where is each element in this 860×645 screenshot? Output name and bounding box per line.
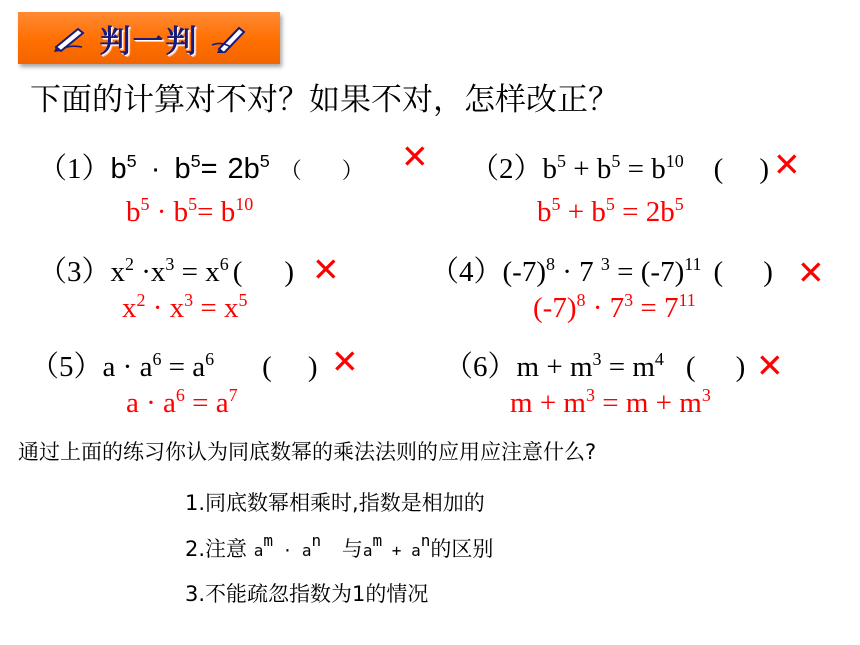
result: a <box>192 351 206 383</box>
term: a <box>301 541 312 560</box>
answer-paren: ( <box>713 256 724 288</box>
operator: · <box>554 256 580 288</box>
result: x <box>205 256 220 288</box>
operator: + <box>539 351 570 383</box>
term: m <box>510 387 533 419</box>
exponent: 2 <box>136 289 146 310</box>
equals: = <box>633 292 664 324</box>
operator: · <box>149 196 174 228</box>
term: x <box>110 256 126 288</box>
rule-3: 3.不能疏忽指数为1的情况 <box>185 582 429 606</box>
result: b <box>651 153 666 185</box>
problem-2 <box>470 146 769 187</box>
problem-4 <box>430 249 773 290</box>
equals: = <box>161 351 193 383</box>
term: b <box>110 153 127 185</box>
operator: · <box>145 292 170 324</box>
operator: · <box>273 541 302 560</box>
wrong-mark: ✕ <box>312 250 340 289</box>
exponent: 7 <box>228 384 238 405</box>
problem-number: （5） <box>30 351 103 383</box>
answer-paren: ) <box>759 153 770 185</box>
exponent: 5 <box>551 193 561 214</box>
term: b <box>591 196 606 228</box>
exponent: 5 <box>674 193 684 214</box>
term: (-7) <box>502 256 546 288</box>
exponent: 5 <box>611 150 621 171</box>
exponent: 5 <box>188 193 198 214</box>
term: a <box>362 541 373 560</box>
equals: = <box>197 196 221 228</box>
answer-5 <box>126 384 238 420</box>
pencil-icon <box>52 23 90 53</box>
exponent: 5 <box>557 150 566 171</box>
exponent: m <box>372 531 383 551</box>
result: m <box>632 351 655 383</box>
term: 7 <box>579 256 601 288</box>
operator: · <box>585 292 610 324</box>
answer-paren: ) <box>307 351 318 383</box>
equals: = <box>193 292 224 324</box>
rule-1: 1.同底数幂相乘时,指数是相加的 <box>185 491 485 515</box>
answer-paren: ( <box>713 153 724 185</box>
exponent: 5 <box>190 150 201 171</box>
answer-paren: （ <box>279 158 302 183</box>
rule-text: 2.注意 <box>185 537 254 561</box>
term: (-7) <box>533 292 577 324</box>
operator: + <box>560 196 592 228</box>
exponent: 6 <box>175 384 185 405</box>
rule-text: 的区别 <box>430 537 494 561</box>
term: m <box>516 351 540 383</box>
exponent: 3 <box>184 289 194 310</box>
exponent: 11 <box>678 289 696 310</box>
equals: = <box>620 153 652 185</box>
exponent: n <box>311 531 322 551</box>
equals: = <box>184 387 216 419</box>
wrong-mark: ✕ <box>756 346 784 385</box>
exponent: 10 <box>665 150 684 171</box>
exponent: 5 <box>126 150 137 171</box>
question-text: 下面的计算对不对？如果不对，怎样改正？ <box>30 82 619 118</box>
term: a <box>253 541 264 560</box>
summary-question: 通过上面的练习你认为同底数幂的乘法法则的应用应注意什么? <box>18 440 597 464</box>
pencil-icon <box>209 23 247 53</box>
exponent: 8 <box>576 289 586 310</box>
result: 2b <box>645 196 675 228</box>
operator: · <box>142 153 169 185</box>
term: x <box>150 256 166 288</box>
exponent: n <box>420 531 431 551</box>
exponent: 8 <box>546 253 555 274</box>
equals: = <box>614 196 646 228</box>
answer-paren: ( <box>262 351 272 383</box>
exponent: 3 <box>165 253 175 274</box>
equals: = <box>601 351 633 383</box>
term: b <box>173 196 189 228</box>
exponent: 3 <box>600 253 610 274</box>
term: a <box>411 541 421 560</box>
operator: + <box>382 541 412 560</box>
term: 7 <box>609 292 625 324</box>
exponent: 5 <box>259 150 270 171</box>
exponent: 11 <box>684 253 702 274</box>
operator: + <box>532 387 564 419</box>
page-title: 判一判 <box>99 23 199 60</box>
term: b <box>126 196 141 228</box>
term: a <box>102 351 116 383</box>
problem-number: （2） <box>470 153 543 185</box>
exponent: 10 <box>235 193 254 214</box>
term: m <box>563 387 586 419</box>
operator: · <box>134 256 151 288</box>
answer-paren: ） <box>341 158 364 183</box>
exponent: 5 <box>238 289 248 310</box>
exponent: 5 <box>140 193 150 214</box>
exponent: 3 <box>701 384 711 405</box>
exponent: 6 <box>219 253 229 274</box>
result: (-7) <box>640 256 685 288</box>
answer-paren: ( <box>685 351 696 383</box>
answer-paren: ) <box>763 256 773 288</box>
exponent: 6 <box>205 348 215 369</box>
problem-number: （4） <box>430 256 503 288</box>
equals: = <box>174 256 206 288</box>
exponent: m <box>263 531 273 551</box>
exponent: 3 <box>592 348 602 369</box>
problem-5 <box>30 344 317 385</box>
problem-1 <box>38 146 364 187</box>
operator: · <box>138 387 164 419</box>
term: b <box>542 153 558 185</box>
exponent: 6 <box>152 348 162 369</box>
answer-1 <box>126 193 254 229</box>
wrong-mark: ✕ <box>401 137 429 176</box>
rule-text: 与 <box>335 537 363 561</box>
term: a <box>139 351 153 383</box>
answer-paren: ) <box>284 256 295 288</box>
term: b <box>174 153 191 185</box>
term: a <box>126 387 139 419</box>
answer-3 <box>122 289 248 325</box>
exponent: 3 <box>624 289 634 310</box>
wrong-mark: ✕ <box>773 145 801 184</box>
exponent: 2 <box>125 253 134 274</box>
answer-paren: ) <box>735 351 746 383</box>
problem-number: （1） <box>38 153 111 185</box>
wrong-mark: ✕ <box>797 253 825 292</box>
answer-4 <box>533 289 696 325</box>
result: 7 <box>663 292 679 324</box>
answer-paren: ( <box>232 256 243 288</box>
operator: · <box>115 351 140 383</box>
operator: + <box>566 153 597 185</box>
equals: = <box>200 153 218 185</box>
term: a <box>163 387 176 419</box>
exponent: 3 <box>585 384 595 405</box>
rule-2 <box>185 533 493 563</box>
exponent: 4 <box>654 348 664 369</box>
title-banner <box>18 12 280 64</box>
wrong-mark: ✕ <box>331 342 359 381</box>
answer-6 <box>510 384 711 420</box>
result: 2b <box>227 153 260 185</box>
term: m <box>569 351 593 383</box>
problem-6 <box>444 344 745 385</box>
term: x <box>169 292 185 324</box>
result: x <box>224 292 239 324</box>
problem-3 <box>38 249 294 290</box>
result: b <box>220 196 236 228</box>
equals: = <box>609 256 641 288</box>
result: m + m <box>625 387 702 419</box>
exponent: 5 <box>605 193 615 214</box>
result: a <box>215 387 229 419</box>
term: b <box>537 196 552 228</box>
answer-2 <box>537 193 684 229</box>
problem-number: （3） <box>38 256 111 288</box>
term: x <box>122 292 137 324</box>
term: b <box>596 153 612 185</box>
problem-number: （6） <box>444 351 517 383</box>
equals: = <box>594 387 626 419</box>
